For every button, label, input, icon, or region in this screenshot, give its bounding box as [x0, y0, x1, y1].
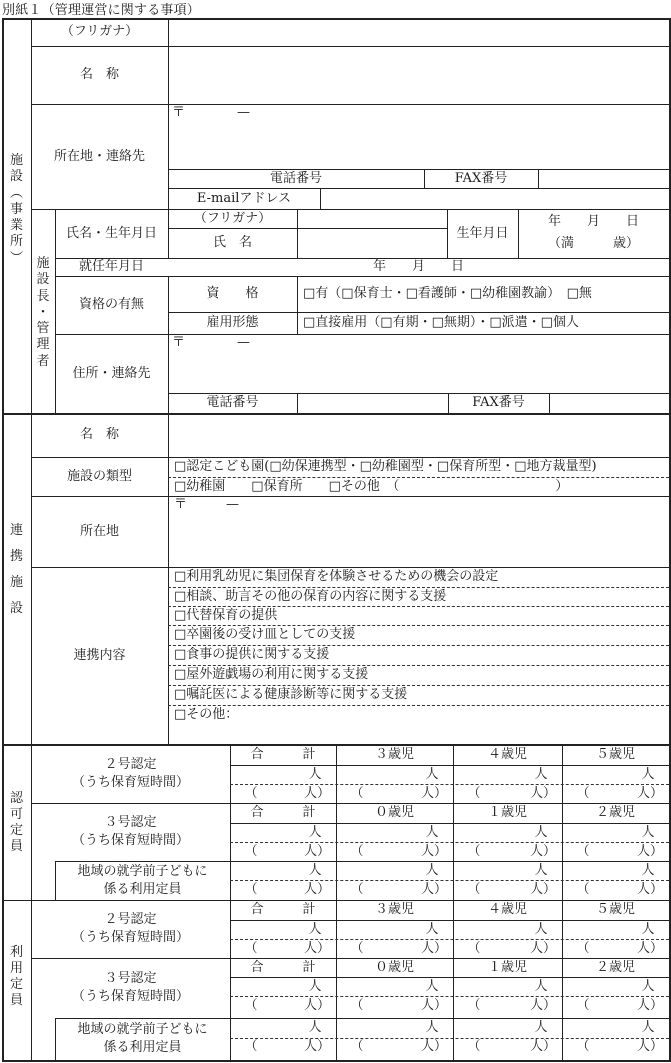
director-section-label-char: 長: [36, 288, 50, 304]
director-section-label-char: 設: [36, 272, 50, 288]
partner-section-label-char: 連: [9, 522, 23, 538]
capacity-unit: 人: [308, 922, 322, 938]
capacity-unit: 人: [534, 767, 548, 783]
capacity-unit: 人: [534, 825, 548, 841]
capacity-paren-unit: 人）: [420, 941, 447, 957]
capacity-unit: 人: [425, 767, 439, 783]
director-birth-label: 生年月日: [456, 225, 509, 241]
capacity-age-header: ５歳児: [595, 747, 635, 763]
capacity-paren-unit: 人）: [529, 941, 556, 957]
capacity-paren-unit: 人）: [636, 882, 663, 898]
capacity-paren-open: （: [467, 1039, 481, 1055]
capacity-paren-open: （: [244, 786, 258, 802]
capacity-paren-open: （: [244, 941, 258, 957]
regional-capacity-label-line: 地域の就学前子どもに: [77, 1022, 208, 1038]
grid-line: [230, 842, 669, 843]
capacity-paren-unit: 人）: [303, 941, 330, 957]
capacity-paren-open: （: [576, 882, 590, 898]
facility-furigana-label: （フリガナ）: [60, 24, 139, 40]
capacity-unit: 人: [425, 922, 439, 938]
partner-type-line2: □幼稚園 □保育所 □その他 （ ）: [174, 478, 569, 494]
capacity-paren-open: （: [350, 941, 364, 957]
capacity-paren-unit: 人）: [636, 844, 663, 860]
facility-email-label: E-mailアドレス: [196, 190, 292, 206]
capacity-paren-open: （: [467, 998, 481, 1014]
partner-section-label-char: 携: [9, 548, 23, 564]
capacity-paren-open: （: [350, 1039, 364, 1055]
capacity-paren-open: （: [244, 1039, 258, 1055]
grid-line: [230, 920, 669, 921]
capacity-age-header: ３歳児: [374, 902, 414, 918]
grid-line: [230, 880, 669, 881]
director-qual-label: 資 格: [206, 286, 259, 302]
partner-content-label: 連携内容: [73, 647, 126, 663]
grid-line: [230, 1038, 669, 1039]
director-address-label: 住所・連絡先: [72, 365, 151, 381]
grid-line: [297, 393, 298, 413]
capacity-unit: 人: [308, 979, 322, 995]
use-capacity-label-char: 利: [9, 944, 23, 960]
capacity-paren-unit: 人）: [529, 882, 556, 898]
capacity-paren-open: （: [244, 998, 258, 1014]
grid-line: [297, 276, 298, 334]
capacity-age-header: ０歳児: [374, 960, 414, 976]
grid-line: [297, 209, 298, 258]
regional-capacity-label: [55, 1018, 230, 1060]
capacity-paren-unit: 人）: [420, 882, 447, 898]
capacity-unit: 人: [425, 863, 439, 879]
grid-line: [230, 823, 669, 824]
director-appointed-ymd: 年 月 日: [372, 259, 464, 275]
capacity-row-label: [31, 900, 230, 958]
grid-line: [230, 784, 669, 785]
director-name-birth-label: 氏名・生年月日: [65, 225, 157, 241]
partner-postal: 〒 —: [174, 497, 240, 513]
capacity-paren-open: （: [350, 844, 364, 860]
director-furigana-label: （フリガナ）: [193, 210, 272, 226]
partner-content-item: □卒園後の受け皿としての支援: [174, 627, 356, 643]
partner-content-item: □屋外遊戯場の利用に関する支援: [174, 667, 369, 683]
director-age: （満 歳）: [547, 236, 639, 252]
capacity-paren-open: （: [467, 786, 481, 802]
capacity-row-label: [31, 744, 230, 803]
capacity-unit: 人: [641, 863, 655, 879]
grid-line: [230, 996, 669, 997]
partner-section-label: [2, 520, 31, 630]
facility-address-label: 所在地・連絡先: [53, 148, 145, 164]
capacity-age-header: ５歳児: [595, 902, 635, 918]
approved-capacity-label-char: 員: [9, 839, 23, 855]
capacity-age-header: ２歳児: [595, 805, 635, 821]
approved-capacity-label-char: 定: [9, 823, 23, 838]
capacity-unit: 人: [308, 825, 322, 841]
grid-line: [320, 188, 321, 209]
capacity-unit: 人: [534, 863, 548, 879]
partner-name-label: 名 称: [79, 427, 119, 443]
capacity-paren-unit: 人）: [636, 941, 663, 957]
facility-postal: 〒 —: [172, 105, 251, 121]
director-appointed-label: 就任年月日: [78, 259, 144, 275]
capacity-unit: 人: [641, 922, 655, 938]
approved-capacity-label: [2, 783, 31, 863]
partner-location-label: 所在地: [79, 523, 119, 539]
capacity-unit: 人: [308, 767, 322, 783]
director-phone-label: 電話番号: [206, 395, 259, 411]
capacity-paren-open: （: [576, 998, 590, 1014]
capacity-paren-open: （: [350, 786, 364, 802]
capacity-unit: 人: [425, 1020, 439, 1036]
capacity-paren-unit: 人）: [303, 1039, 330, 1055]
capacity-paren-unit: 人）: [303, 786, 330, 802]
capacity-age-header: ２歳児: [595, 960, 635, 976]
capacity-row-label: [31, 803, 230, 861]
director-section-label-char: 者: [36, 353, 50, 369]
regional-capacity-label-line: 係る利用定員: [103, 1040, 182, 1055]
facility-phone-label: 電話番号: [269, 170, 322, 186]
director-section-label-char: 管: [36, 321, 50, 337]
capacity-paren-open: （: [576, 786, 590, 802]
capacity-paren-unit: 人）: [420, 844, 447, 860]
approved-capacity-label-char: 可: [9, 806, 23, 822]
capacity-unit: 人: [534, 922, 548, 938]
facility-section-label-char: 事: [9, 201, 23, 217]
partner-content-item: □相談、助言その他の保育の内容に関する支援: [174, 588, 447, 604]
capacity-paren-unit: 人）: [303, 844, 330, 860]
capacity-total-header: 合 計: [250, 747, 316, 763]
director-birth-ymd: 年 月 日: [547, 214, 639, 230]
capacity-paren-open: （: [576, 941, 590, 957]
regional-capacity-label: [55, 861, 230, 900]
partner-type-label: 施設の類型: [66, 468, 132, 484]
capacity-age-header: １歳児: [487, 805, 527, 821]
director-qual-options: □有（□保育士・□看護師・□幼稚園教諭） □無: [303, 286, 592, 302]
capacity-unit: 人: [425, 979, 439, 995]
partner-content-item: □利用乳幼児に集団保育を体験させるための機会の設定: [174, 569, 499, 585]
capacity-paren-open: （: [467, 882, 481, 898]
capacity-paren-unit: 人）: [529, 998, 556, 1014]
capacity-total-header: 合 計: [250, 805, 316, 821]
capacity-paren-unit: 人）: [529, 844, 556, 860]
regional-capacity-label-line: 係る利用定員: [103, 881, 182, 897]
facility-section-label-char: ︵: [9, 185, 23, 201]
capacity-unit: 人: [308, 1020, 322, 1036]
capacity-unit: 人: [425, 825, 439, 841]
director-section-label: [31, 258, 55, 368]
capacity-paren-unit: 人）: [636, 786, 663, 802]
director-employment-label: 雇用形態: [206, 315, 259, 331]
partner-section-label-char: 設: [9, 601, 23, 617]
capacity-total-header: 合 計: [250, 960, 316, 976]
director-postal: 〒 —: [172, 335, 251, 351]
capacity-total-header: 合 計: [250, 902, 316, 918]
facility-section-label-char: 所: [9, 234, 23, 250]
capacity-unit: 人: [641, 825, 655, 841]
capacity-paren-unit: 人）: [303, 998, 330, 1014]
facility-fax-label: FAX番号: [454, 170, 508, 186]
capacity-unit: 人: [534, 1020, 548, 1036]
capacity-row-label-line: ２号認定: [104, 912, 157, 928]
capacity-paren-unit: 人）: [529, 1039, 556, 1055]
partner-content-item: □その他：: [174, 707, 239, 723]
director-name-label: 氏 名: [212, 235, 252, 251]
capacity-age-header: １歳児: [487, 960, 527, 976]
use-capacity-label-char: 員: [9, 993, 23, 1009]
partner-content-item: □代替保育の提供: [174, 607, 278, 623]
grid-line: [230, 939, 669, 940]
capacity-paren-unit: 人）: [529, 786, 556, 802]
approved-capacity-label-char: 認: [9, 790, 23, 806]
capacity-paren-open: （: [350, 998, 364, 1014]
capacity-row-label-line: （うち保育短時間）: [71, 774, 189, 790]
capacity-row-label: [31, 958, 230, 1018]
capacity-row-label-line: ３号認定: [104, 815, 157, 831]
capacity-unit: 人: [641, 979, 655, 995]
capacity-unit: 人: [641, 1020, 655, 1036]
grid-line: [549, 393, 550, 413]
capacity-paren-open: （: [350, 882, 364, 898]
capacity-paren-open: （: [244, 882, 258, 898]
capacity-paren-unit: 人）: [636, 1039, 663, 1055]
capacity-paren-open: （: [576, 844, 590, 860]
facility-section-label: [2, 153, 31, 266]
capacity-unit: 人: [534, 979, 548, 995]
grid-line: [230, 765, 669, 766]
capacity-paren-open: （: [244, 844, 258, 860]
capacity-paren-unit: 人）: [636, 998, 663, 1014]
partner-content-item: □嘱託医による健康診断等に関する支援: [174, 687, 408, 703]
capacity-row-label-line: （うち保育短時間）: [71, 930, 189, 945]
director-section-label-char: ・: [36, 304, 50, 320]
capacity-paren-open: （: [576, 1039, 590, 1055]
capacity-row-label-line: ２号認定: [104, 756, 157, 772]
facility-section-label-char: 施: [9, 153, 23, 169]
grid-line: [168, 413, 169, 744]
director-fax-label: FAX番号: [472, 395, 525, 411]
director-employment-options: □直接雇用（□有期・□無期）・□派遣・□個人: [303, 315, 579, 331]
use-capacity-label-char: 用: [9, 960, 23, 976]
capacity-age-header: ４歳児: [487, 747, 527, 763]
facility-section-label-char: 設: [9, 169, 23, 185]
capacity-age-header: ０歳児: [374, 805, 414, 821]
director-section-label-char: 施: [36, 256, 50, 272]
facility-section-label-char: ︶: [9, 250, 23, 266]
form-title: 別紙１（管理運営に関する事項）: [2, 3, 201, 18]
director-section-label-char: 理: [36, 337, 50, 353]
director-qualification-label: 資格の有無: [78, 297, 144, 313]
capacity-paren-unit: 人）: [420, 786, 447, 802]
capacity-age-header: ３歳児: [374, 747, 414, 763]
capacity-age-header: ４歳児: [487, 902, 527, 918]
capacity-paren-unit: 人）: [420, 998, 447, 1014]
regional-capacity-label-line: 地域の就学前子どもに: [77, 863, 208, 879]
capacity-unit: 人: [641, 767, 655, 783]
capacity-row-label-line: （うち保育短時間）: [71, 833, 189, 848]
capacity-paren-unit: 人）: [303, 882, 330, 898]
partner-content-item: □食事の提供に関する支援: [174, 647, 330, 663]
capacity-paren-open: （: [467, 844, 481, 860]
capacity-paren-open: （: [467, 941, 481, 957]
facility-section-label-char: 業: [9, 218, 23, 234]
use-capacity-label: [2, 937, 31, 1017]
grid-line: [538, 169, 539, 188]
capacity-unit: 人: [308, 863, 322, 879]
partner-type-line1: □認定こども園(□幼保連携型・□幼稚園型・□保育所型・□地方裁量型): [174, 459, 597, 475]
capacity-row-label-line: ３号認定: [104, 971, 157, 987]
capacity-row-label-line: （うち保育短時間）: [71, 989, 189, 1004]
partner-section-label-char: 施: [9, 575, 23, 590]
capacity-paren-unit: 人）: [420, 1039, 447, 1055]
frame-bottom: [2, 1060, 669, 1062]
use-capacity-label-char: 定: [9, 977, 23, 992]
facility-name-label: 名 称: [79, 67, 119, 83]
